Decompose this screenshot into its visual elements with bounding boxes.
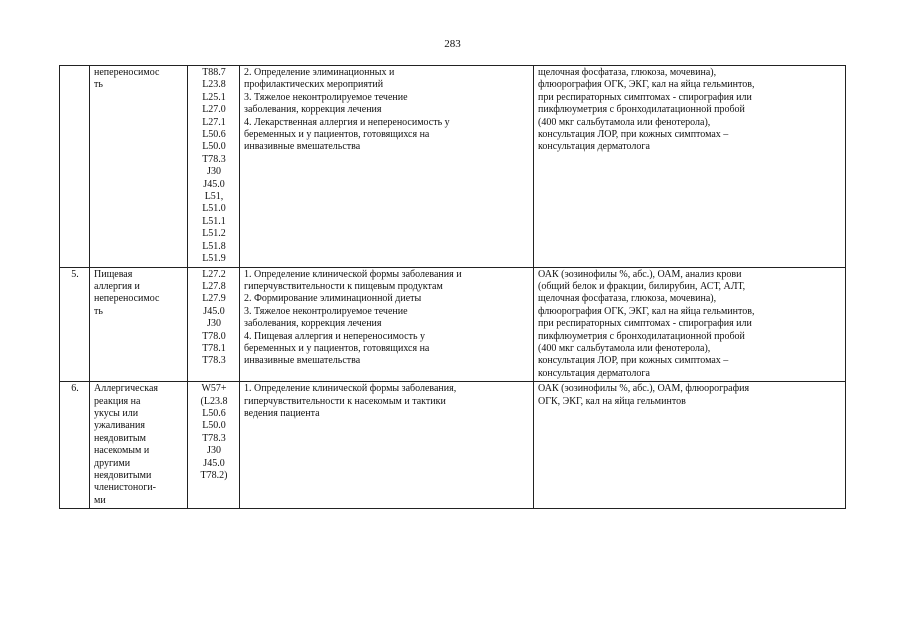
examinations-cell — [534, 66, 846, 268]
icd-codes-line: W57+ — [201, 383, 227, 395]
icd-codes-line: T88.7 — [202, 67, 226, 78]
icd-codes-line: J45.0 — [203, 178, 225, 190]
examinations-line: ОГК, ЭКГ, кал на яйца гельминтов — [538, 395, 686, 407]
disease-name-line: укусы или — [94, 407, 139, 419]
actions-line: 2. Определение элиминационных и — [244, 67, 395, 78]
examinations-line: (400 мкг сальбутамола или фенотерола), — [538, 342, 711, 354]
disease-name-line: насекомым и — [94, 445, 150, 457]
actions-line: гиперчувствительности к пищевым продуктам — [244, 280, 443, 292]
examinations-line: ОАК (эозинофилы %, абс.), ОАМ, флюорография — [538, 383, 750, 395]
disease-name-line: реакция на — [94, 395, 141, 407]
icd-codes-line: L50.0 — [202, 420, 226, 432]
icd-codes-line: L25.1 — [202, 91, 226, 103]
icd-codes-line: J30 — [207, 318, 221, 330]
examinations-line: консультация дерматолога — [538, 367, 650, 379]
icd-codes-line: L51.9 — [202, 253, 226, 265]
icd-codes-line: L51.0 — [202, 203, 226, 215]
disease-name-line: неядовитым — [94, 432, 146, 444]
actions-line: 4. Пищевая аллергия и непереносимость у — [244, 330, 426, 342]
examinations-line: флюорография ОГК, ЭКГ, кал на яйца гельминтов, — [538, 305, 755, 317]
icd-codes-line: J30 — [207, 166, 221, 178]
actions-line: 4. Лекарственная аллергия и непереносимость у — [244, 116, 450, 128]
disease-name-line: другими — [94, 457, 131, 469]
disease-name-line: непереносимос — [94, 293, 160, 305]
examinations-line: консультация дерматолога — [538, 141, 650, 153]
icd-codes-cell — [188, 66, 240, 268]
examinations-cell — [534, 382, 846, 509]
actions-line: профилактических мероприятий — [244, 79, 384, 91]
disease-name-line: ть — [94, 79, 103, 91]
examinations-line: флюорография ОГК, ЭКГ, кал на яйца гельминтов, — [538, 79, 755, 91]
row-number-cell: 5. — [60, 267, 90, 382]
disease-name-cell — [90, 66, 188, 268]
icd-codes-line: L50.6 — [202, 129, 226, 141]
actions-line: 2. Формирование элиминационной диеты — [244, 293, 422, 305]
disease-name-line: членистоноги- — [94, 482, 156, 494]
icd-codes-cell — [188, 382, 240, 509]
actions-cell — [240, 382, 534, 509]
icd-codes-line: L50.6 — [202, 407, 226, 419]
icd-codes-line: J45.0 — [203, 305, 225, 317]
examinations-cell — [534, 267, 846, 382]
actions-line: гиперчувствительности к насекомым и тактики — [244, 395, 446, 407]
icd-codes-line: L50.0 — [202, 141, 226, 153]
icd-codes-line: T78.2) — [200, 470, 228, 481]
examinations-line: консультация ЛОР, при кожных симптомах – — [538, 355, 729, 367]
icd-codes-line: L27.9 — [202, 293, 226, 305]
icd-codes-line: J30 — [207, 445, 221, 457]
actions-cell — [240, 267, 534, 382]
actions-line: заболевания, коррекция лечения — [244, 104, 382, 116]
actions-line: инвазивные вмешательства — [244, 355, 361, 367]
examinations-line: пикфлюуметрия с бронходилатационной пробой — [538, 104, 745, 116]
actions-line: беременных и у пациентов, готовящихся на — [244, 129, 430, 141]
icd-codes-line: T78.1 — [202, 342, 226, 354]
disease-name-cell — [90, 267, 188, 382]
icd-codes-line: L23.8 — [202, 79, 226, 91]
page-number: 283 — [444, 38, 461, 50]
actions-line: ведения пациента — [244, 407, 320, 419]
icd-codes-line: T78.3 — [202, 153, 226, 165]
disease-name-line: ми — [94, 494, 106, 506]
row-number-cell — [60, 66, 90, 268]
examinations-line: щелочная фосфатаза, глюкоза, мочевина), — [538, 293, 717, 305]
examinations-line: щелочная фосфатаза, глюкоза, мочевина), — [538, 67, 717, 78]
table-body — [60, 66, 846, 509]
examinations-line: пикфлюуметрия с бронходилатационной пробой — [538, 330, 745, 342]
icd-codes-line: L51, — [204, 191, 224, 203]
actions-line: беременных и у пациентов, готовящихся на — [244, 342, 430, 354]
icd-codes-line: (L23.8 — [200, 395, 228, 407]
actions-line: 3. Тяжелое неконтролируемое течение — [244, 305, 408, 317]
actions-line: 1. Определение клинической формы заболевания и — [244, 268, 462, 280]
icd-codes-line: L27.2 — [202, 268, 226, 280]
disease-name-line: ть — [94, 305, 103, 317]
disease-name-cell — [90, 382, 188, 509]
disease-name-line: Аллергическая — [94, 383, 158, 395]
disease-name-line: Пищевая — [94, 268, 133, 280]
examinations-line: ОАК (эозинофилы %, абс.), ОАМ, анализ крови — [538, 268, 742, 280]
disease-name-line: непереносимос — [94, 67, 160, 78]
disease-name-line: неядовитыми — [94, 470, 152, 481]
icd-codes-line: L51.1 — [202, 215, 226, 227]
icd-codes-line: J45.0 — [203, 457, 225, 469]
table-row — [60, 267, 846, 382]
icd-codes-line: L27.1 — [202, 116, 226, 128]
table-row — [60, 66, 846, 268]
icd-codes-line: L27.0 — [202, 104, 226, 116]
disease-name-line: аллергия и — [94, 280, 140, 292]
icd-codes-line: L27.8 — [202, 280, 226, 292]
row-number-cell: 6. — [60, 382, 90, 509]
clinical-protocol-table — [59, 65, 846, 509]
icd-codes-line: T78.3 — [202, 355, 226, 367]
icd-codes-line: L51.2 — [202, 228, 226, 240]
actions-line: 1. Определение клинической формы заболевания, — [244, 383, 457, 395]
icd-codes-line: T78.3 — [202, 432, 226, 444]
actions-line: инвазивные вмешательства — [244, 141, 361, 153]
examinations-line: (общий белок и фракции, билирубин, АСТ, АЛТ, — [538, 280, 746, 292]
icd-codes-line: T78.0 — [202, 330, 226, 342]
examinations-line: консультация ЛОР, при кожных симптомах – — [538, 129, 729, 141]
disease-name-line: ужаливания — [94, 420, 145, 432]
icd-codes-cell — [188, 267, 240, 382]
examinations-line: (400 мкг сальбутамола или фенотерола), — [538, 116, 711, 128]
actions-line: 3. Тяжелое неконтролируемое течение — [244, 91, 408, 103]
table-row — [60, 382, 846, 509]
icd-codes-line: L51.8 — [202, 240, 226, 252]
examinations-line: при респираторных симптомах - спирография или — [538, 318, 752, 330]
examinations-line: при респираторных симптомах - спирография или — [538, 91, 752, 103]
actions-line: заболевания, коррекция лечения — [244, 318, 382, 330]
actions-cell — [240, 66, 534, 268]
